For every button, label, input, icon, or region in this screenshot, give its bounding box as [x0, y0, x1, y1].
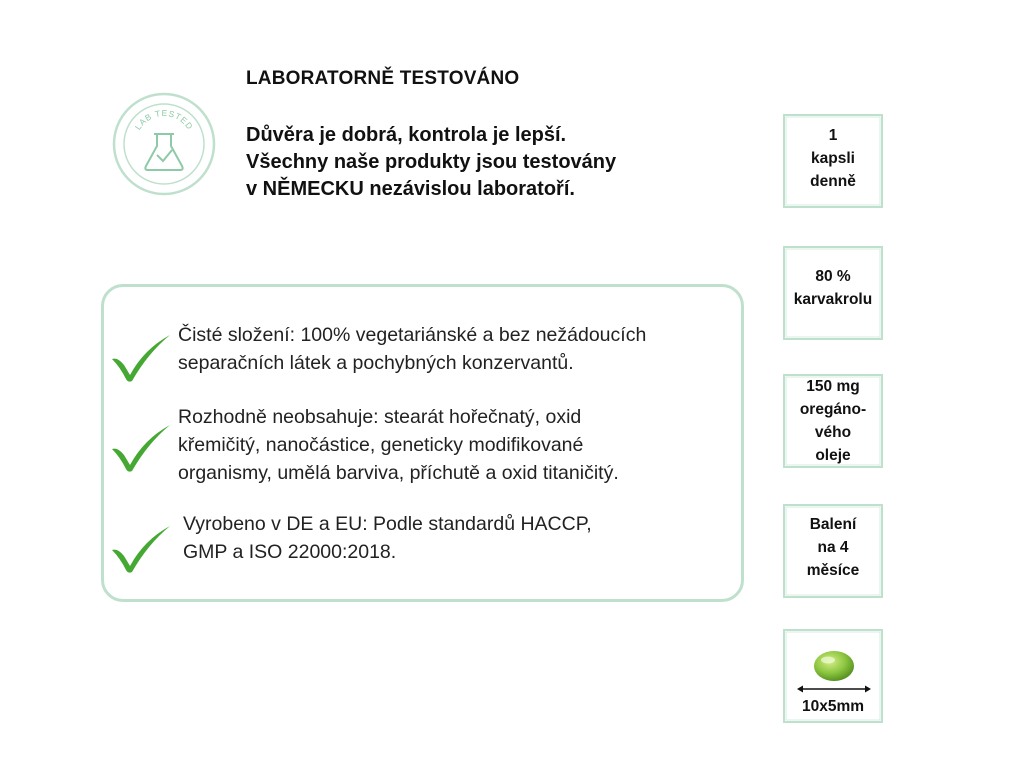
tile-line: karvakrolu [793, 291, 873, 308]
tile-line: měsíce [806, 562, 860, 579]
page-title: LABORATORNĚ TESTOVÁNO [246, 68, 520, 89]
tile-line: Balení [809, 516, 857, 533]
svg-text:LAB TESTED [133, 108, 196, 132]
tile-line: 1 [828, 127, 838, 144]
tagline-line: Důvěra je dobrá, kontrola je lepší. [246, 124, 567, 146]
tagline-line: Všechny naše produkty jsou testovány [246, 151, 617, 173]
badge-text: LAB TESTED [132, 107, 196, 132]
spec-tile-oregano-oil [782, 373, 884, 469]
feature-line: Čisté složení: 100% vegetariánské a bez nežádoucích [178, 324, 647, 346]
tile-line: 150 mg [806, 378, 860, 395]
tile-line: denně [810, 173, 856, 190]
feature-line: separačních látek a pochybných konzervantů. [178, 352, 574, 374]
tile-line: vého [814, 424, 852, 441]
feature-text [178, 403, 619, 487]
header-tagline [246, 122, 616, 203]
tile-line: kapsli [811, 150, 855, 167]
features-panel [101, 284, 744, 602]
checkmark-icon [108, 331, 174, 383]
spec-tile-dosage [782, 113, 884, 209]
tile-line: na 4 [817, 539, 849, 556]
checkmark-icon [108, 421, 174, 473]
feature-text [178, 321, 646, 377]
spec-tile-package [782, 503, 884, 599]
size-arrow-icon [796, 684, 872, 694]
checkmark-icon [108, 522, 174, 574]
tile-line: oregáno- [799, 401, 867, 418]
feature-text [183, 510, 592, 566]
tagline-line: v NĚMECKU nezávislou laboratoří. [246, 178, 575, 200]
tile-line: oleje [815, 447, 851, 464]
feature-line: GMP a ISO 22000:2018. [183, 541, 397, 563]
capsule-size-label: 10x5mm [801, 698, 865, 715]
spec-tile-carvacrol [782, 245, 884, 341]
feature-line: organismy, umělá barviva, příchutě a oxid titaničitý. [178, 462, 619, 484]
feature-line: křemičitý, nanočástice, geneticky modifikované [178, 434, 584, 456]
feature-line: Vyrobeno v DE a EU: Podle standardů HACCP, [183, 513, 592, 535]
tile-line: 80 % [815, 268, 851, 285]
lab-tested-badge-icon [112, 92, 216, 196]
feature-line: Rozhodně neobsahuje: stearát hořečnatý, oxid [178, 406, 582, 428]
spec-tile-capsule-size [782, 628, 884, 724]
